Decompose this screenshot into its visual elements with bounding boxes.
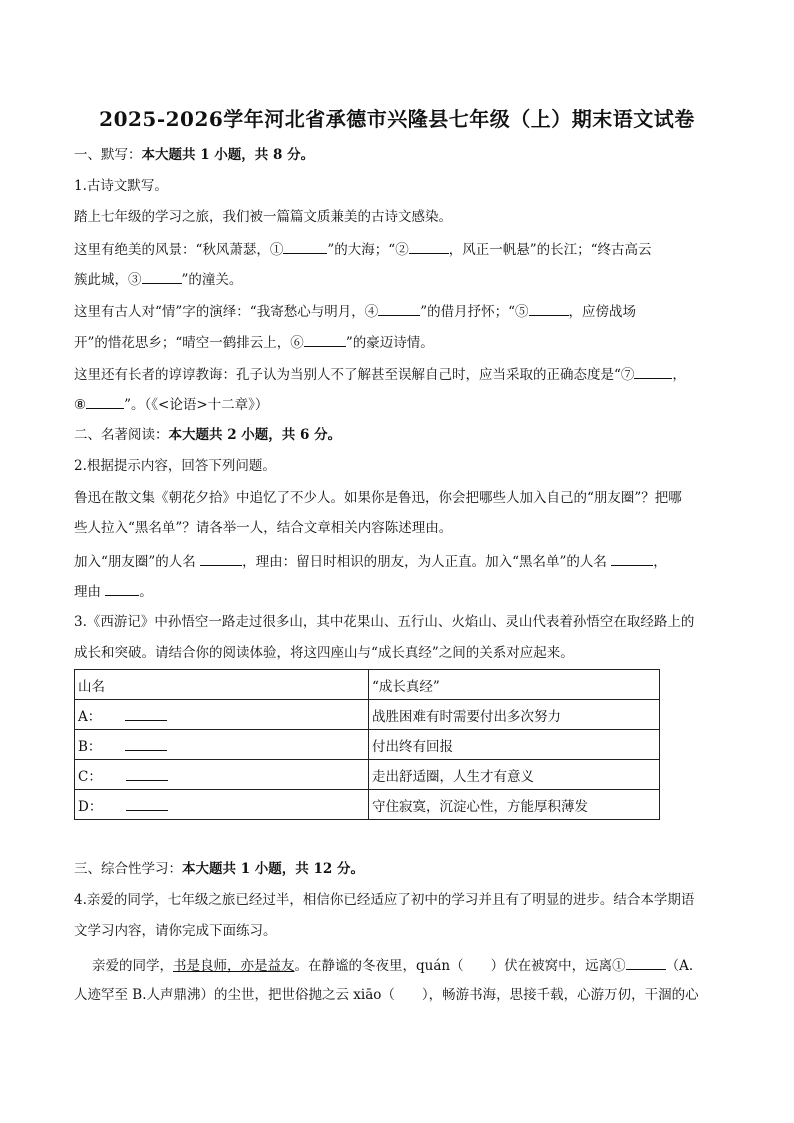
page-title: 2025-2026学年河北省承德市兴隆县七年级（上）期末语文试卷 bbox=[99, 107, 695, 131]
q3-line-1: 3.《西游记》中孙悟空一路走过很多山，其中花果山、五行山、火焰山、灵山代表着孙悟空在取经路上的 bbox=[74, 614, 695, 630]
q1-intro: 踏上七年级的学习之旅，我们被一篇篇文质兼美的古诗文感染。 bbox=[74, 209, 452, 225]
q1-text: ”的潼关。 bbox=[181, 272, 243, 288]
section-3-prefix: 三、综合性学习： bbox=[74, 861, 182, 877]
q1-text: 这里还有长者的谆谆教诲：孔子认为当别人不了解甚至误解自己时，应当采取的正确态度是“⑦ bbox=[74, 367, 635, 383]
mountain-blank-a[interactable] bbox=[125, 706, 167, 721]
q1-line-4 bbox=[74, 331, 724, 353]
mountain-blank-c[interactable] bbox=[126, 766, 168, 781]
table-cell: 战胜困难有时需要付出多次努力 bbox=[369, 700, 660, 730]
q1-line-1 bbox=[74, 238, 724, 260]
section-2-info: 本大题共 2 小题，共 6 分。 bbox=[168, 427, 342, 443]
underlined-phrase: 书是良师，亦是益友 bbox=[173, 958, 295, 974]
table-row bbox=[75, 730, 660, 760]
q1-text: ，应傍战场 bbox=[568, 304, 637, 320]
q1-text: 这里有古人对“情”字的演绎：“我寄愁心与明月，④ bbox=[74, 304, 379, 320]
section-3-info: 本大题共 1 小题，共 12 分。 bbox=[182, 861, 364, 877]
table-cell: 走出舒适圈，人生才有意义 bbox=[369, 760, 660, 790]
answer-blank-2[interactable] bbox=[409, 238, 449, 254]
section-3-heading bbox=[74, 859, 724, 879]
row-label: C： bbox=[78, 768, 102, 785]
q2-text: ， bbox=[653, 554, 667, 570]
mountain-blank-d[interactable] bbox=[126, 796, 168, 811]
q4-line-2: 文学习内容，请你完成下面练习。 bbox=[74, 923, 277, 939]
q4-line-3 bbox=[92, 954, 724, 976]
answer-blank-1[interactable] bbox=[283, 238, 327, 254]
q1-text: ”的豪迈诗情。 bbox=[345, 335, 434, 351]
answer-blank-q4-1[interactable] bbox=[626, 954, 666, 970]
q1-text: ”。（《<论语>十二章》） bbox=[124, 397, 269, 413]
q1-text: 这里有绝美的风景：“秋风萧瑟，① bbox=[74, 242, 284, 258]
q1-line-2 bbox=[74, 268, 724, 290]
q4-line-1: 4.亲爱的同学，七年级之旅已经过半，相信你已经适应了初中的学习并且有了明显的进步。结合本学期语 bbox=[74, 892, 695, 908]
table-header-cell: 山名 bbox=[75, 670, 369, 700]
row-label: B： bbox=[78, 738, 102, 755]
section-1-heading bbox=[74, 145, 724, 165]
table-cell bbox=[75, 730, 369, 760]
q1-line-6 bbox=[74, 393, 724, 415]
table-row bbox=[75, 790, 660, 820]
section-2-heading bbox=[74, 425, 724, 445]
table-header-row bbox=[75, 670, 660, 700]
answer-blank-7[interactable] bbox=[634, 363, 672, 379]
q1-text: ⑧ bbox=[74, 397, 87, 413]
q2-line-3 bbox=[74, 550, 724, 572]
q2-text: 。 bbox=[139, 584, 153, 600]
q4-text: 亲爱的同学， bbox=[92, 958, 173, 974]
answer-blank-6[interactable] bbox=[304, 331, 346, 347]
q3-line-2: 成长和突破。请结合你的阅读体验，将这四座山与“成长真经”之间的关系对应起来。 bbox=[74, 645, 574, 661]
q2-text: 加入“朋友圈”的人名 bbox=[74, 554, 196, 570]
q1-text: ，风正一帆悬”的长江；“终古高云 bbox=[448, 242, 652, 258]
q1-text: 簇此城，③ bbox=[74, 272, 142, 288]
mountain-match-table bbox=[74, 669, 660, 820]
q1-line-3 bbox=[74, 300, 724, 322]
q1-text: ”的借月抒怀；“⑤ bbox=[420, 304, 529, 320]
q1-text: 开”的惜花思乡；“晴空一鹤排云上，⑥ bbox=[74, 335, 304, 351]
q2-line-1: 鲁迅在散文集《朝花夕拾》中追忆了不少人。如果你是鲁迅，你会把哪些人加入自己的“朋友圈”？把哪 bbox=[74, 490, 682, 506]
table-row bbox=[75, 700, 660, 730]
row-label: A： bbox=[78, 708, 102, 725]
friend-name-blank[interactable] bbox=[200, 550, 242, 566]
q4-text: （A. bbox=[665, 958, 694, 974]
answer-blank-3[interactable] bbox=[142, 268, 182, 284]
q1-title: 1.古诗文默写。 bbox=[74, 178, 168, 194]
section-1-prefix: 一、默写： bbox=[74, 147, 142, 163]
section-1-info: 本大题共 1 小题，共 8 分。 bbox=[141, 147, 315, 163]
q2-title: 2.根据提示内容，回答下列问题。 bbox=[74, 458, 276, 474]
row-label: D： bbox=[78, 798, 103, 815]
table-cell: 守住寂寞，沉淀心性，方能厚积薄发 bbox=[369, 790, 660, 820]
q2-line-4 bbox=[74, 580, 724, 602]
table-cell bbox=[75, 790, 369, 820]
q4-text: 。在静谧的冬夜里，quán（ ）伏在被窝中，远离① bbox=[294, 958, 626, 974]
section-2-prefix: 二、名著阅读： bbox=[74, 427, 169, 443]
q2-text: 理由 bbox=[74, 584, 101, 600]
table-cell bbox=[75, 760, 369, 790]
q1-text: ， bbox=[672, 367, 686, 383]
q2-line-2: 些人拉入“黑名单”？请各举一人，结合文章相关内容陈述理由。 bbox=[74, 520, 453, 536]
q1-text: ”的大海；“② bbox=[327, 242, 409, 258]
q4-line-4: 人迹罕至 B.人声鼎沸）的尘世，把世俗抛之云 xiāo（ ），畅游书海，思接千载，心游万仞，干涸的心 bbox=[74, 987, 699, 1003]
table-header-cell: “成长真经” bbox=[369, 670, 660, 700]
answer-blank-4[interactable] bbox=[378, 300, 420, 316]
q1-line-5 bbox=[74, 363, 724, 385]
blacklist-name-blank[interactable] bbox=[611, 550, 653, 566]
table-cell bbox=[75, 700, 369, 730]
mountain-blank-b[interactable] bbox=[125, 736, 167, 751]
reason-blank[interactable] bbox=[105, 580, 139, 596]
table-cell: 付出终有回报 bbox=[369, 730, 660, 760]
q2-text: ，理由：留日时相识的朋友，为人正直。加入“黑名单”的人名 bbox=[242, 554, 607, 570]
answer-blank-5[interactable] bbox=[529, 300, 569, 316]
answer-blank-8[interactable] bbox=[86, 393, 124, 409]
table-row bbox=[75, 760, 660, 790]
